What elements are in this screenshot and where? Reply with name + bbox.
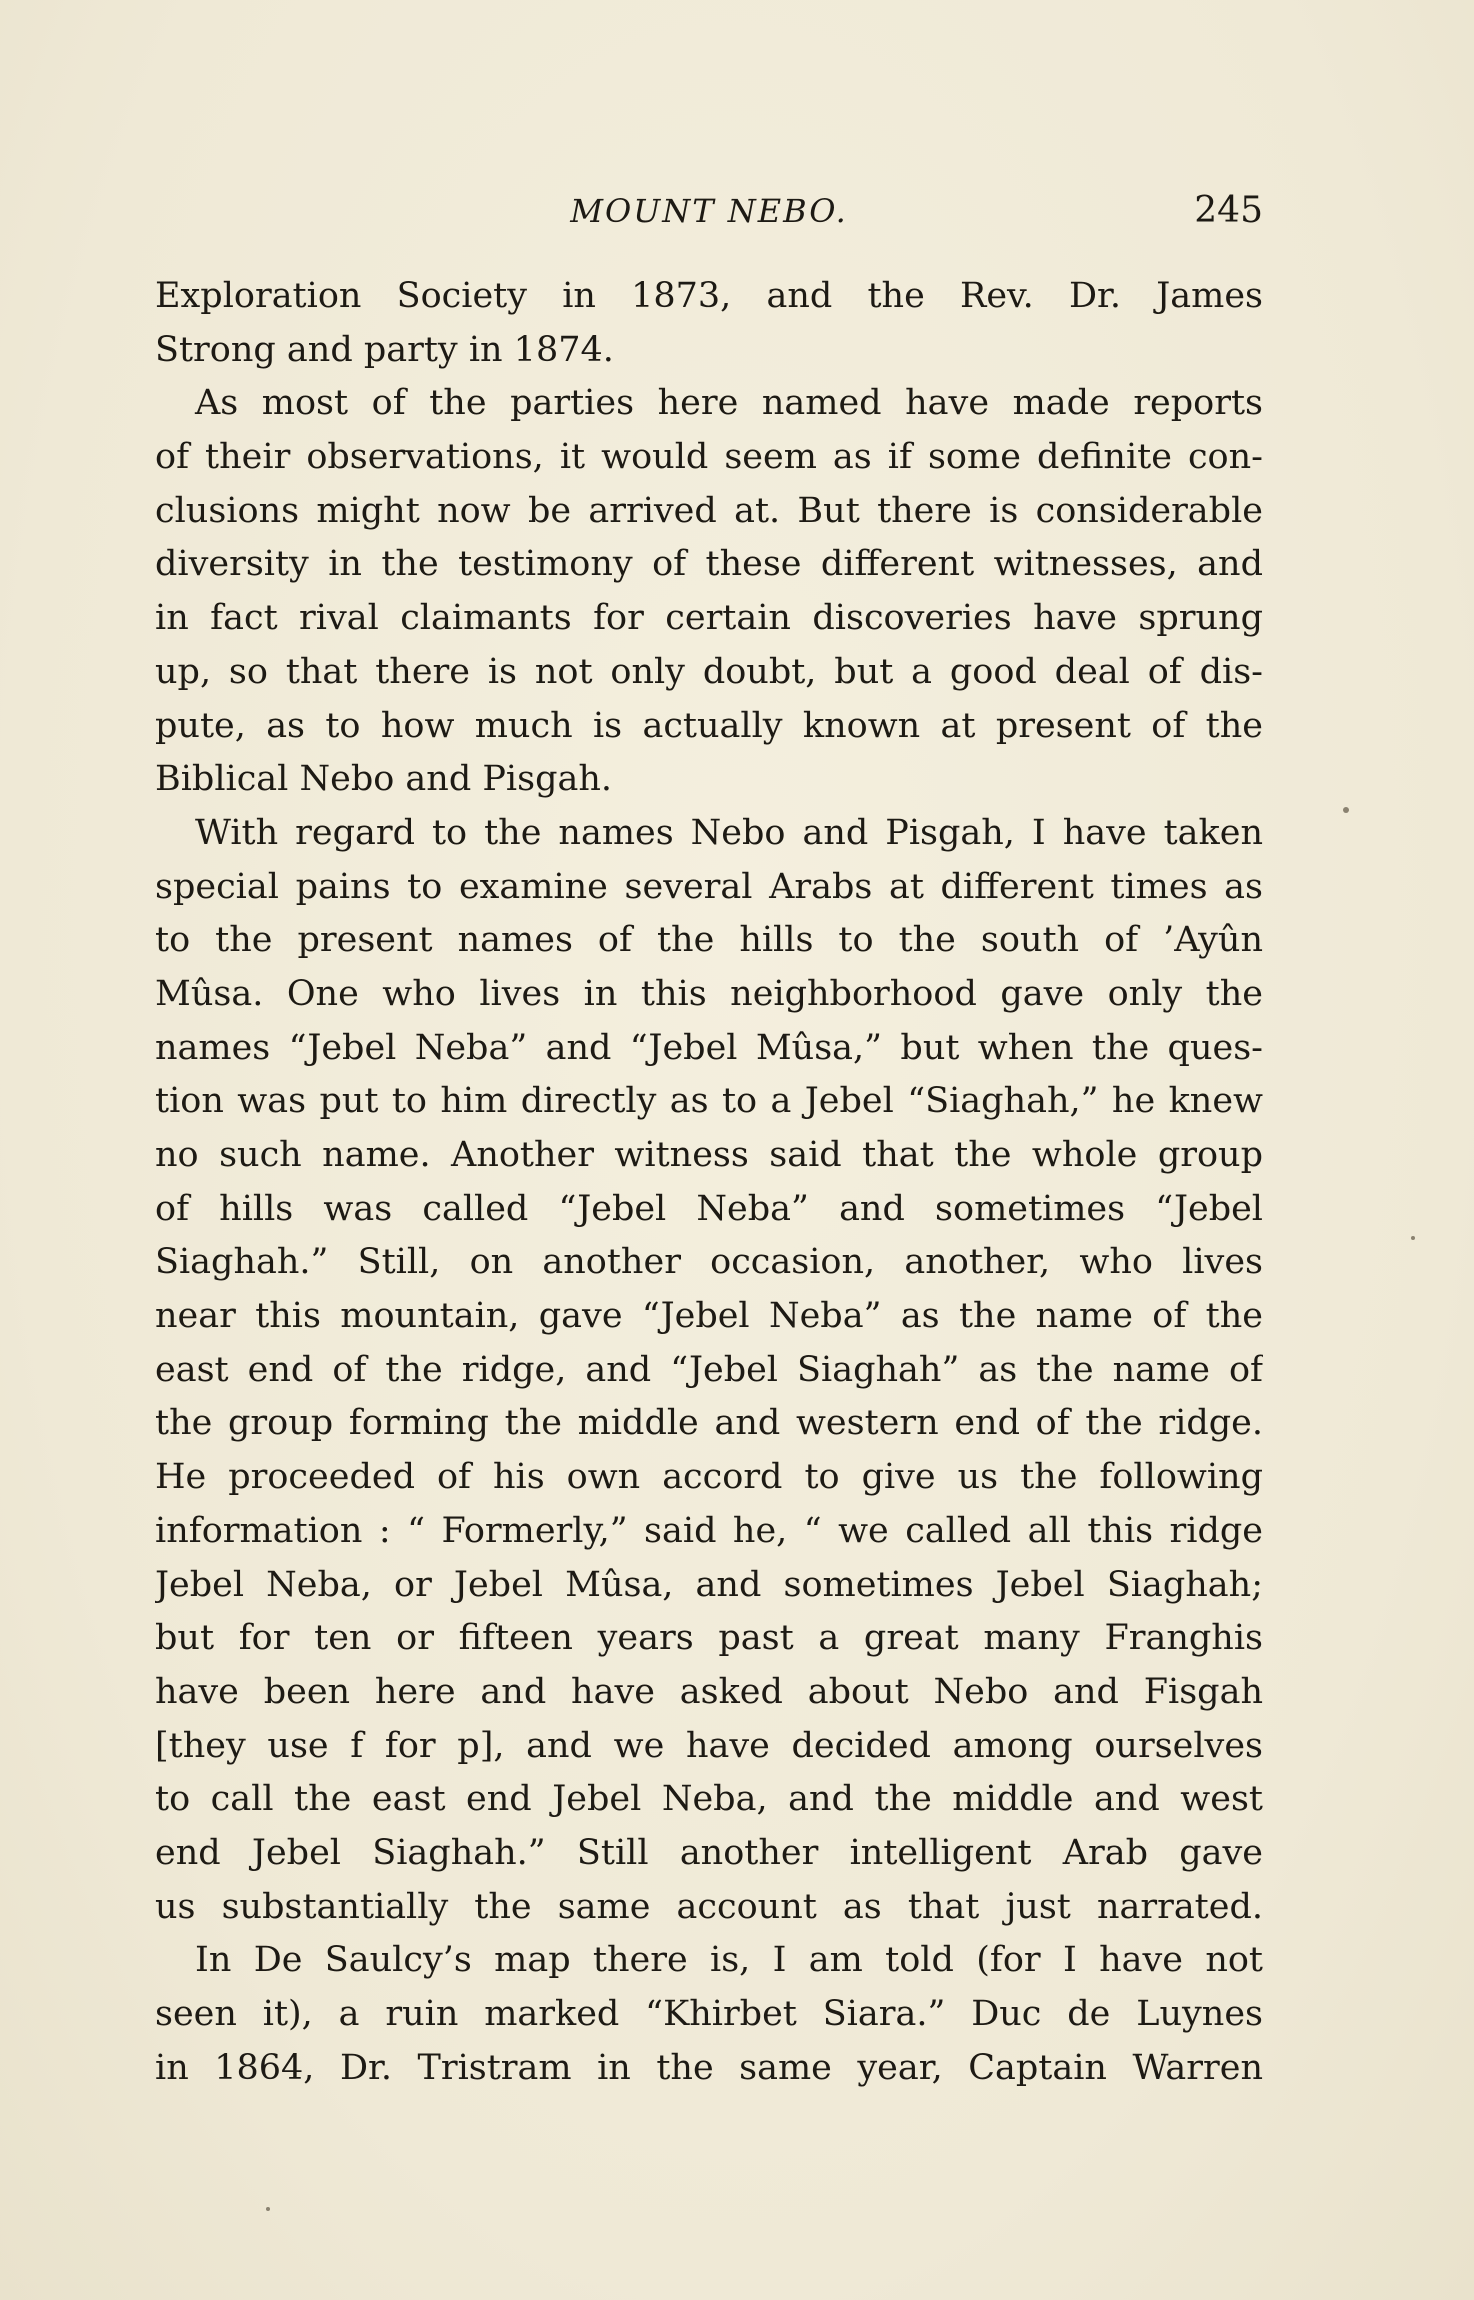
text-line: near this mountain, gave “Jebel Neba” as the name of the: [155, 1296, 1263, 1337]
text-line: to the present names of the hills to the south of ’Ayûn: [155, 920, 1263, 961]
text-line: With regard to the names Nebo and Pisgah, I have taken: [195, 812, 1263, 853]
text-line: names “Jebel Neba” and “Jebel Mûsa,” but when the ques-: [155, 1027, 1263, 1068]
text-line: but for ten or fifteen years past a great many Franghis: [155, 1618, 1263, 1659]
paper-speck: [1343, 807, 1349, 813]
text-line: special pains to examine several Arabs at different times as: [155, 866, 1263, 907]
text-line: Siaghah.” Still, on another occasion, another, who lives: [155, 1242, 1263, 1283]
running-title: MOUNT NEBO.: [570, 192, 848, 230]
body-text: [155, 270, 1263, 2095]
text-line: end Jebel Siaghah.” Still another intelligent Arab gave: [155, 1832, 1263, 1873]
text-line: seen it), a ruin marked “Khirbet Siara.” Duc de Luynes: [155, 1994, 1263, 2034]
text-line: to call the east end Jebel Neba, and the middle and west: [155, 1779, 1263, 1820]
text-line: east end of the ridge, and “Jebel Siaghah” as the name of: [155, 1349, 1263, 1390]
paper-speck: [1411, 1236, 1415, 1240]
text-line: In De Saulcy’s map there is, I am told (for I have not: [195, 1940, 1263, 1981]
text-line: no such name. Another witness said that the whole group: [155, 1135, 1263, 1175]
text-line: diversity in the testimony of these different witnesses, and: [155, 544, 1263, 585]
page-number: 245: [1194, 190, 1263, 231]
text-line: As most of the parties here named have made reports: [195, 383, 1263, 424]
text-line: [they use f for p], and we have decided among ourselves: [155, 1725, 1263, 1766]
page-header: [155, 186, 1263, 236]
text-line: clusions might now be arrived at. But there is considerable: [155, 490, 1263, 531]
paper-speck: [266, 2207, 270, 2211]
text-line: He proceeded of his own accord to give us the following: [155, 1457, 1263, 1498]
text-line: up, so that there is not only doubt, but a good deal of dis-: [155, 651, 1263, 692]
text-line: the group forming the middle and western end of the ridge.: [155, 1403, 1263, 1444]
text-line: in 1864, Dr. Tristram in the same year, Captain Warren: [155, 2047, 1263, 2088]
text-line: of hills was called “Jebel Neba” and sometimes “Jebel: [155, 1188, 1263, 1229]
text-line: Mûsa. One who lives in this neighborhood gave only the: [155, 973, 1263, 1014]
text-line: have been here and have asked about Nebo and Fisgah: [155, 1671, 1263, 1712]
text-line: information : “ Formerly,” said he, “ we called all this ridge: [155, 1510, 1263, 1551]
text-line: Biblical Nebo and Pisgah.: [155, 759, 613, 800]
text-line: pute, as to how much is actually known at present of the: [155, 705, 1263, 746]
text-line: Exploration Society in 1873, and the Rev. Dr. James: [155, 276, 1263, 316]
text-line: us substantially the same account as that just narrated.: [155, 1886, 1263, 1927]
text-line: of their observations, it would seem as if some definite con-: [155, 437, 1263, 478]
text-line: tion was put to him directly as to a Jebel “Siaghah,” he knew: [155, 1081, 1263, 1122]
text-line: in fact rival claimants for certain discoveries have sprung: [155, 598, 1263, 639]
text-line: Strong and party in 1874.: [155, 329, 614, 370]
text-line: Jebel Neba, or Jebel Mûsa, and sometimes Jebel Siaghah;: [155, 1564, 1263, 1605]
